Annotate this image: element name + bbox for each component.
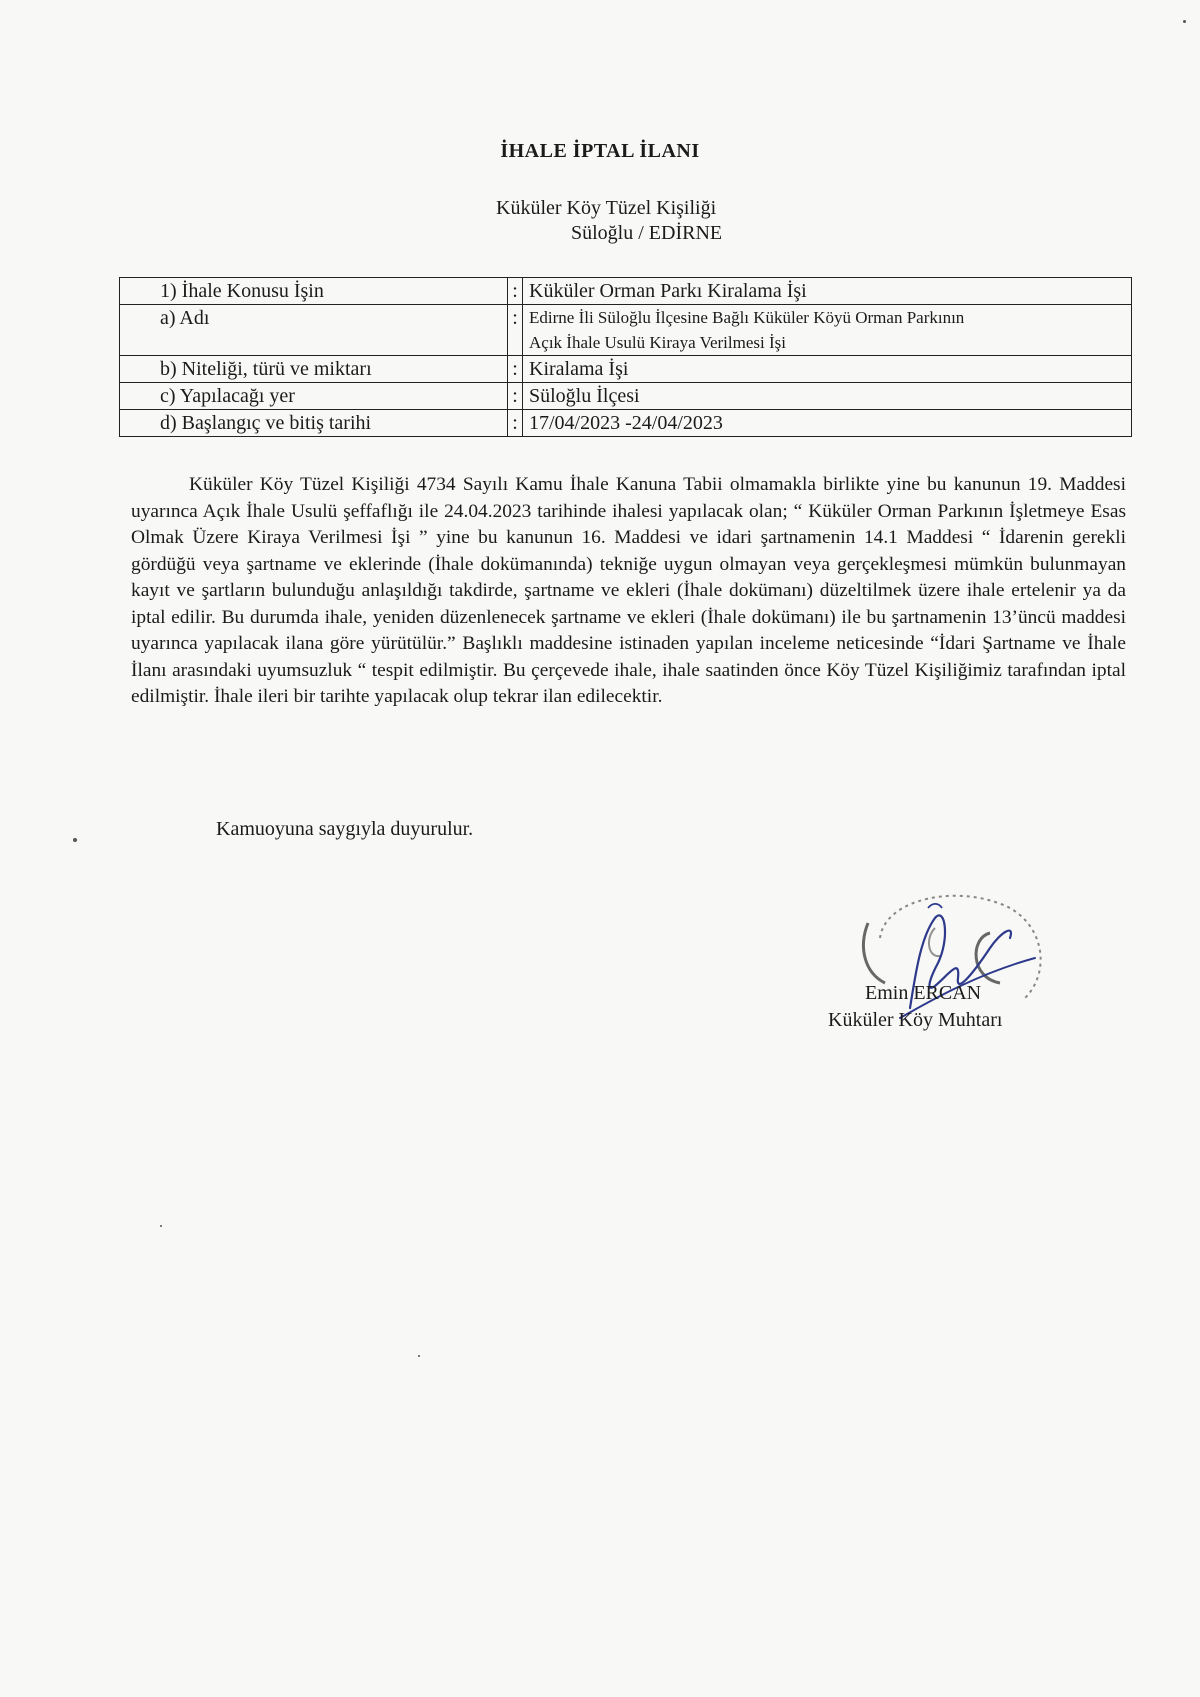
row-colon: :	[508, 383, 523, 410]
row-value-line: Edirne İli Süloğlu İlçesine Bağlı Küküler Köyü Orman Parkının	[529, 308, 965, 327]
table-row	[120, 383, 1132, 410]
closing-line: Kamuoyuna saygıyla duyurulur.	[216, 818, 474, 840]
signatory-name: Emin ERCAN	[865, 982, 982, 1004]
row-colon: :	[508, 356, 523, 383]
row-value: Süloğlu İlçesi	[523, 383, 1132, 410]
scan-speck	[73, 838, 77, 842]
scan-speck	[418, 1355, 420, 1357]
table-row	[120, 305, 1132, 356]
row-value: Küküler Orman Parkı Kiralama İşi	[523, 278, 1132, 305]
tender-info-table	[119, 277, 1132, 437]
row-label: 1) İhale Konusu İşin	[120, 278, 508, 305]
row-value-line: Açık İhale Usulü Kiraya Verilmesi İşi	[529, 333, 786, 352]
row-label: b) Niteliği, türü ve miktarı	[120, 356, 508, 383]
row-label: d) Başlangıç ve bitiş tarihi	[120, 410, 508, 437]
document-title: İHALE İPTAL İLANI	[500, 140, 700, 162]
scan-speck	[1183, 20, 1186, 23]
row-value: Kiralama İşi	[523, 356, 1132, 383]
table-row	[120, 356, 1132, 383]
organization-location: Süloğlu / EDİRNE	[571, 222, 723, 244]
announcement-body	[131, 472, 1126, 711]
body-paragraph: Küküler Köy Tüzel Kişiliği 4734 Sayılı Kamu İhale Kanuna Tabii olmamakla birlikte yine bu kanunun 19. Maddesi uyarınca Açık İhale Usulü şeffaflığı ile 24.04.2023 tarihinde ihalesi yapılacak olan; “ Küküler Orman Parkının İşletmeye Esas Olmak Üzere Kiraya Verilmesi İşi ” yine bu kanunun 16. Maddesi ve idari şartnamenin 14.1 Maddesi “ İdarenin gerekli gördüğü veya şartname ve eklerinde (İhale dokümanında) tekniğe uygun olmayan veya gerçekleşmesi mümkün bulunmayan kayıt ve şartların bulunduğu anlaşıldığı takdirde, şartname ve ekleri (İhale dokümanı) düzeltilmek üzere ihale ertelenir ya da iptal edilir. Bu durumda ihale, yeniden düzenlenecek şartname ve ekleri (İhale dokümanı) ile bu şartnamenin 13’üncü maddesi uyarınca yapılacak ilana göre yürütülür.” Başlıklı maddesine istinaden yapılan inceleme neticesinde “İdari Şartname ve İhale İlanı arasındaki uyumsuzluk “ tespit edilmiştir. Bu çerçevede ihale, ihale saatinden önce Köy Tüzel Kişiliğimiz tarafından iptal edilmiştir. İhale ileri bir tarihte yapılacak olup tekrar ilan edilecektir.	[131, 474, 1126, 707]
row-value	[523, 305, 1132, 356]
row-value: 17/04/2023 -24/04/2023	[523, 410, 1132, 437]
organization-name: Küküler Köy Tüzel Kişiliği	[496, 197, 717, 219]
row-label: a) Adı	[120, 305, 508, 356]
row-colon: :	[508, 305, 523, 356]
row-colon: :	[508, 278, 523, 305]
row-label: c) Yapılacağı yer	[120, 383, 508, 410]
table-row	[120, 278, 1132, 305]
organization-block	[496, 197, 722, 245]
row-colon: :	[508, 410, 523, 437]
scan-speck	[160, 1225, 162, 1227]
table-row	[120, 410, 1132, 437]
signatory-title: Küküler Köy Muhtarı	[828, 1009, 1003, 1031]
